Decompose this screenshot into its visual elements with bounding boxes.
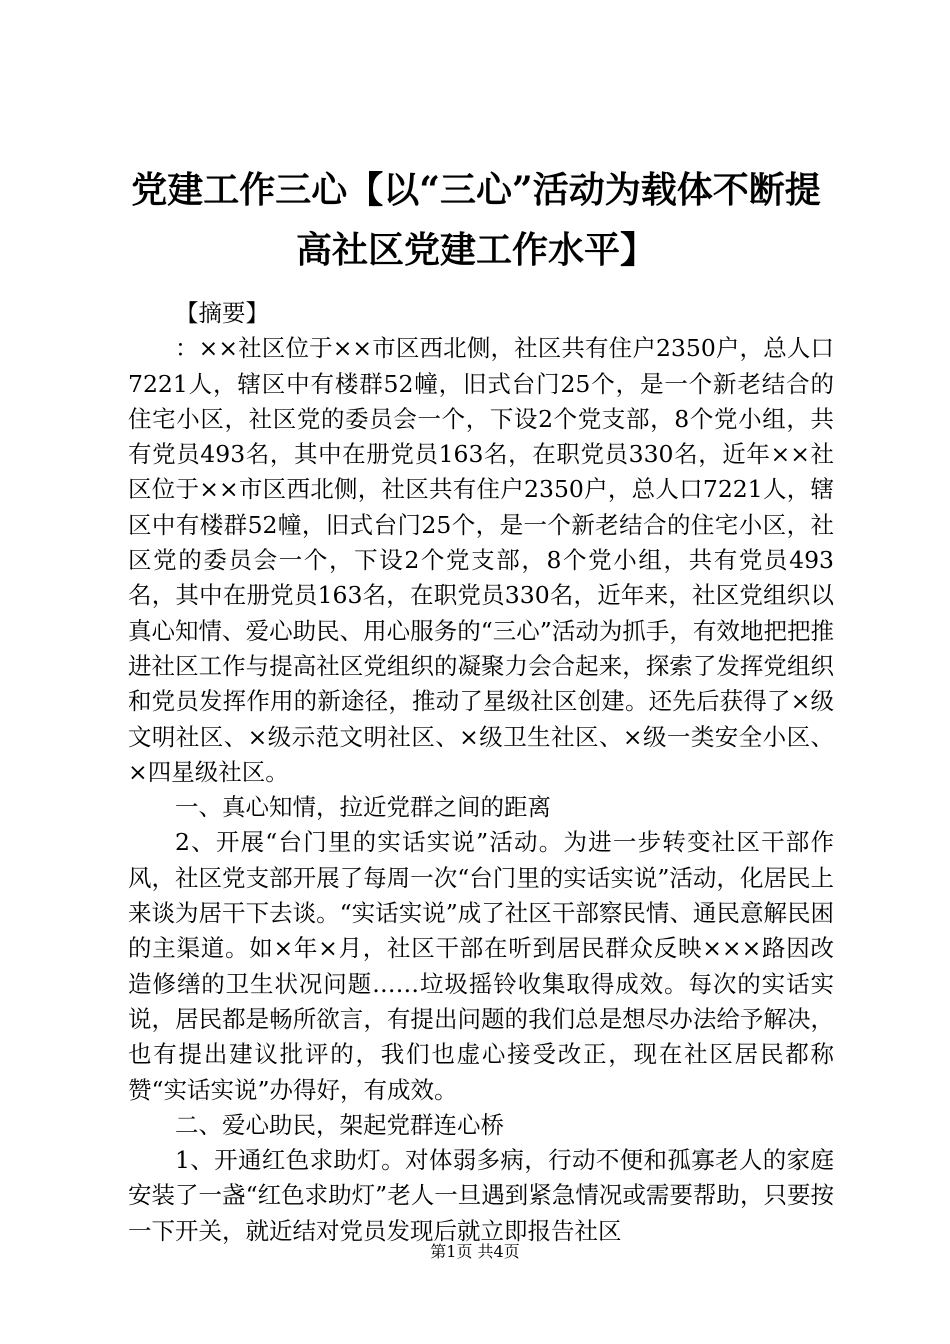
section-heading-1: 一、真心知情，拉近党群之间的距离 (175, 793, 551, 822)
title-line-1: 党建工作三心【以“三心”活动为载体不断提 (131, 169, 821, 211)
document-title (118, 160, 834, 280)
body-paragraph: 1、开通红色求助灯。对体弱多病，行动不便和孤寡老人的家庭安装了一盏“红色求助灯”老人一旦遇到紧急情况或需要帮助，只要按一下开关，就近结对党员发现后就立即报告社区 (128, 1146, 834, 1245)
abstract-label: 【摘要】 (175, 299, 269, 327)
page-footer: 第1页 共4页 (430, 1242, 520, 1261)
abstract-paragraph: ：××社区位于××市区西北侧，社区共有住户2350户，总人口7221人，辖区中有楼群52幢，旧式台门25个，是一个新老结合的住宅小区，社区党的委员会一个，下设2个党支部，8个党小组，共有党员493名，其中在册党员163名，在职党员330名，近年××社区位于××市区西北侧，社区共有住户2350户，总人口7221人，辖区中有楼群52幢，旧式台门25个，是一个新老结合的住宅小区，社区党的委员会一个，下设2个党支部，8个党小组，共有党员493名，其中在册党员163名，在职党员330名，近年来，社区党组织以真心知情、爱心助民、用心服务的“三心”活动为抓手，有效地把把推进社区工作与提高社区党组织的凝聚力会合起来，探索了发挥党组织和党员发挥作用的新途径，推动了星级社区创建。还先后获得了×级文明社区、×级示范文明社区、×级卫生社区、×级一类安全小区、×四星级社区。 (128, 334, 834, 786)
title-line-2: 高社区党建工作水平】 (295, 229, 656, 271)
section-heading-2: 二、爱心助民，架起党群连心桥 (175, 1110, 504, 1139)
document-body (128, 296, 834, 1249)
body-paragraph: 2、开展“台门里的实话实说”活动。为进一步转变社区干部作风，社区党支部开展了每周一次“台门里的实话实说”活动，化居民上来谈为居干下去谈。“实话实说”成了社区干部察民情、通民意解民困的主渠道。如×年×月，社区干部在听到居民群众反映×××路因改造修缮的卫生状况问题……垃圾摇铃收集取得成效。每次的实话实说，居民都是畅所欲言，有提出问题的我们总是想尽办法给予解决，也有提出建议批评的，我们也虚心接受改正，现在社区居民都称赞“实话实说”办得好，有成效。 (128, 828, 834, 1104)
